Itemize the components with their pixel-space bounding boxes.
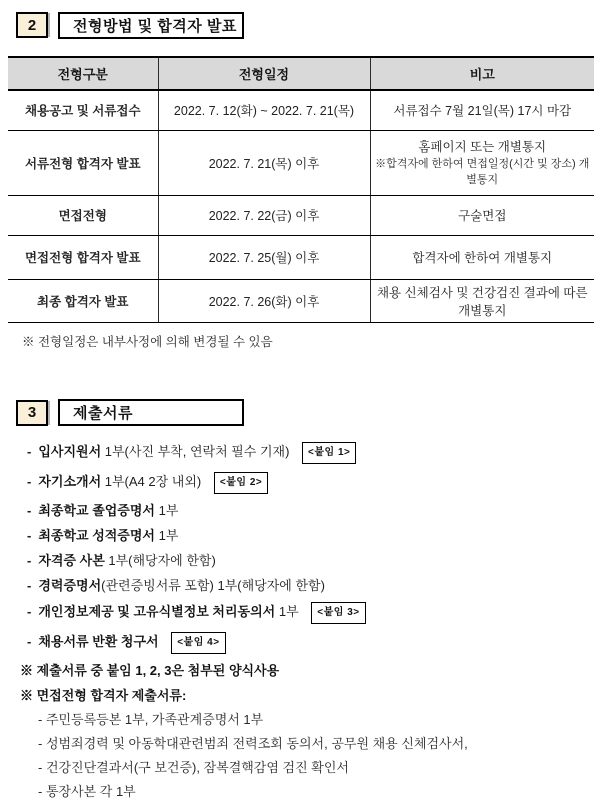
document-name: 최종학교 졸업증명서: [38, 502, 155, 518]
list-item: [27, 502, 594, 519]
row-remarks: 합격자에 한하여 개별통지: [370, 235, 594, 279]
column-header-remarks: 비고: [370, 57, 594, 90]
section-title: 제출서류: [58, 399, 244, 426]
list-item: [27, 632, 594, 654]
document-name: 개인정보제공 및 고유식별정보 처리동의서: [38, 603, 276, 619]
row-schedule: 2022. 7. 26(화) 이후: [158, 279, 370, 322]
remarks-sub: ※합격자에 한하여 면접일정(시간 및 장소) 개별통지: [375, 157, 590, 186]
table-header-row: [8, 57, 594, 90]
list-item: [27, 527, 594, 544]
documents-list: [8, 442, 594, 800]
row-category: 서류전형 합격자 발표: [8, 130, 158, 195]
row-schedule: 2022. 7. 22(금) 이후: [158, 195, 370, 235]
documents-note: ※ 제출서류 중 붙임 1, 2, 3은 첨부된 양식사용: [20, 662, 280, 678]
row-remarks: 채용 신체검사 및 건강검진 결과에 따른 개별통지: [370, 279, 594, 322]
sub-list-item: - 성범죄경력 및 아동학대관련범죄 전력조회 동의서, 공무원 채용 신체검사서,: [38, 735, 468, 751]
row-category: 최종 합격자 발표: [8, 279, 158, 322]
document-name: 경력증명서: [38, 577, 102, 593]
document-detail: 1부(A4 2장 내외): [104, 473, 202, 489]
document-detail: 1부(해당자에 한함): [108, 552, 216, 568]
row-category: 채용공고 및 서류접수: [8, 90, 158, 130]
document-name: 자기소개서: [38, 473, 102, 489]
document-name: 채용서류 반환 청구서: [38, 633, 159, 649]
table-row: [8, 195, 594, 235]
documents-note: ※ 면접전형 합격자 제출서류:: [20, 687, 187, 703]
sub-list-item: - 주민등록등본 1부, 가족관계증명서 1부: [38, 711, 264, 727]
dash-marker: -: [27, 633, 32, 649]
section-header-documents: [16, 399, 594, 427]
document-name: 입사지원서: [38, 443, 102, 459]
dash-marker: -: [27, 552, 32, 568]
schedule-table: [8, 56, 594, 323]
attachment-badge: <붙임 4>: [171, 632, 225, 654]
table-row: [8, 130, 594, 195]
attachment-badge: <붙임 1>: [302, 442, 356, 464]
row-schedule: 2022. 7. 21(목) 이후: [158, 130, 370, 195]
table-row: [8, 90, 594, 130]
section-number-badge: 3: [16, 400, 48, 426]
remarks-main: 홈페이지 또는 개별통지: [418, 139, 547, 154]
document-detail: 1부: [158, 502, 179, 518]
row-schedule: 2022. 7. 12(화) ~ 2022. 7. 21(목): [158, 90, 370, 130]
list-item: [27, 472, 594, 494]
section-header-selection: [16, 11, 594, 39]
dash-marker: -: [27, 527, 32, 543]
table-row: [8, 279, 594, 322]
table-footnote: ※ 전형일정은 내부사정에 의해 변경될 수 있음: [22, 334, 273, 349]
list-item: [27, 442, 594, 464]
row-schedule: 2022. 7. 25(월) 이후: [158, 235, 370, 279]
document-name: 최종학교 성적증명서: [38, 527, 155, 543]
sub-list-item: - 건강진단결과서(구 보건증), 잠복결핵감염 검진 확인서: [38, 759, 349, 775]
section-title: 전형방법 및 합격자 발표: [58, 12, 244, 39]
column-header-category: 전형구분: [8, 57, 158, 90]
section-number-badge: 2: [16, 12, 48, 38]
document-detail: 1부: [278, 603, 299, 619]
row-remarks: 구술면접: [370, 195, 594, 235]
list-item: [27, 577, 594, 594]
document-detail: (관련증빙서류 포함) 1부(해당자에 한함): [101, 577, 325, 593]
document-detail: 1부: [158, 527, 179, 543]
document-detail: 1부(사진 부착, 연락처 필수 기재): [104, 443, 290, 459]
row-category: 면접전형 합격자 발표: [8, 235, 158, 279]
dash-marker: -: [27, 443, 32, 459]
dash-marker: -: [27, 577, 32, 593]
row-remarks: [370, 130, 594, 195]
row-category: 면접전형: [8, 195, 158, 235]
column-header-schedule: 전형일정: [158, 57, 370, 90]
document-name: 자격증 사본: [38, 552, 105, 568]
attachment-badge: <붙임 3>: [311, 602, 365, 624]
list-item: [27, 602, 594, 624]
dash-marker: -: [27, 502, 32, 518]
attachment-badge: <붙임 2>: [214, 472, 268, 494]
dash-marker: -: [27, 473, 32, 489]
sub-list-item: - 통장사본 각 1부: [38, 783, 136, 799]
table-row: [8, 235, 594, 279]
dash-marker: -: [27, 603, 32, 619]
list-item: [27, 552, 594, 569]
row-remarks: 서류접수 7월 21일(목) 17시 마감: [370, 90, 594, 130]
